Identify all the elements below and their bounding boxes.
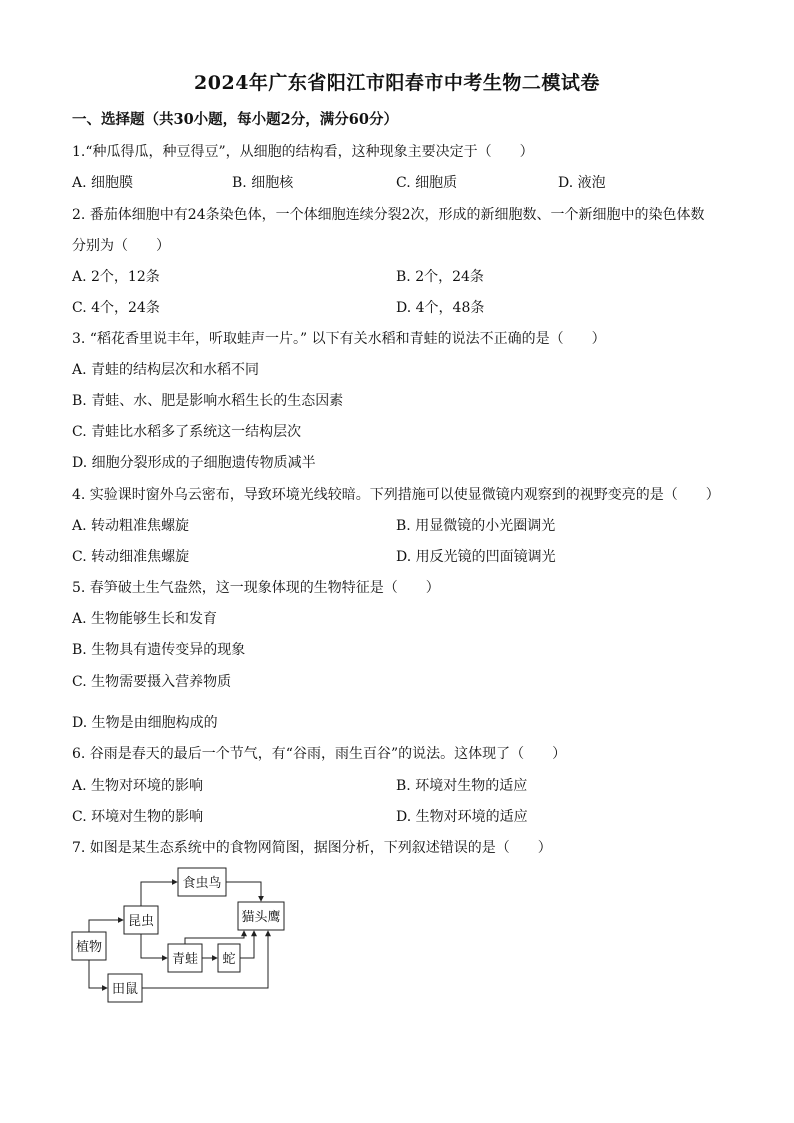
node-mouse-label: 田鼠 [111,982,139,997]
node-frog-label: 青蛙 [171,952,199,967]
node-insect [124,906,158,934]
question-2-stem-line-1: 2. 番茄体细胞中有24条染色体，一个体细胞连续分裂2次，形成的新细胞数、一个新细胞中的染色体数 [72,207,705,223]
q4-option-d[interactable]: D. 用反光镜的凹面镜调光 [396,549,556,565]
node-bird-label: 食虫鸟 [182,876,222,891]
node-bird [178,868,226,896]
arrow-bird-to-owl [226,882,261,901]
question-7-stem: 7. 如图是某生态系统中的食物网简图，据图分析，下列叙述错误的是（ ） [72,840,552,856]
q1-option-d[interactable]: D. 液泡 [558,175,606,191]
node-snake [218,944,240,972]
q6-option-d[interactable]: D. 生物对环境的适应 [396,809,528,825]
arrow-plant-to-mouse [89,960,107,988]
q2-option-b[interactable]: B. 2个，24条 [396,269,484,285]
node-mouse [108,974,142,1002]
q1-option-a[interactable]: A. 细胞膜 [72,175,134,191]
q5-option-a[interactable]: A. 生物能够生长和发育 [72,611,218,627]
node-insect-label: 昆虫 [127,914,155,929]
q3-option-a[interactable]: A. 青蛙的结构层次和水稻不同 [72,362,260,378]
question-4-stem: 4. 实验课时窗外乌云密布，导致环境光线较暗。下列措施可以使显微镜内观察到的视野变亮的是（ ） [72,487,720,503]
page-title: 2024年广东省阳江市阳春市中考生物二模试卷 [194,72,600,94]
q5-option-b[interactable]: B. 生物具有遗传变异的现象 [72,642,246,658]
arrow-plant-to-insect [89,920,123,932]
q6-option-b[interactable]: B. 环境对生物的适应 [396,778,528,794]
q5-option-c[interactable]: C. 生物需要摄入营养物质 [72,674,232,690]
node-owl [238,902,284,930]
q5-option-d[interactable]: D. 生物是由细胞构成的 [72,715,218,731]
arrow-insect-to-bird [141,882,177,906]
q6-option-c[interactable]: C. 环境对生物的影响 [72,809,204,825]
q4-option-a[interactable]: A. 转动粗准焦螺旋 [72,518,190,534]
q1-option-c[interactable]: C. 细胞质 [396,175,458,191]
arrow-snake-to-owl [240,931,254,958]
question-1-stem: 1.“种瓜得瓜，种豆得豆”，从细胞的结构看，这种现象主要决定于（ ） [72,144,534,160]
arrow-frog-to-owl [185,931,244,944]
arrow-insect-to-frog [141,934,167,958]
q6-option-a[interactable]: A. 生物对环境的影响 [72,778,204,794]
q3-option-d[interactable]: D. 细胞分裂形成的子细胞遗传物质减半 [72,455,316,471]
question-3-stem: 3. “稻花香里说丰年，听取蛙声一片。” 以下有关水稻和青蛙的说法不正确的是（ ） [72,331,606,347]
question-5-stem: 5. 春笋破土生气盎然，这一现象体现的生物特征是（ ） [72,580,440,596]
q1-option-b[interactable]: B. 细胞核 [232,175,294,191]
arrow-mouse-to-owl [142,931,268,988]
node-plant [72,932,106,960]
q2-option-c[interactable]: C. 4个，24条 [72,300,160,316]
node-snake-label: 蛇 [222,952,236,967]
section-heading: 一、选择题（共30小题，每小题2分，满分60分） [72,111,398,128]
q4-option-c[interactable]: C. 转动细准焦螺旋 [72,549,190,565]
q2-option-a[interactable]: A. 2个，12条 [72,269,160,285]
q2-option-d[interactable]: D. 4个，48条 [396,300,485,316]
node-plant-label: 植物 [75,940,103,955]
q4-option-b[interactable]: B. 用显微镜的小光圈调光 [396,518,556,534]
q3-option-b[interactable]: B. 青蛙、水、肥是影响水稻生长的生态因素 [72,393,344,409]
node-owl-label: 猫头鹰 [241,910,281,925]
food-web-diagram [68,866,298,1006]
q3-option-c[interactable]: C. 青蛙比水稻多了系统这一结构层次 [72,424,302,440]
node-frog [168,944,202,972]
question-6-stem: 6. 谷雨是春天的最后一个节气，有“谷雨，雨生百谷”的说法。这体现了（ ） [72,746,567,762]
question-2-stem-line-2: 分别为（ ） [72,238,170,254]
